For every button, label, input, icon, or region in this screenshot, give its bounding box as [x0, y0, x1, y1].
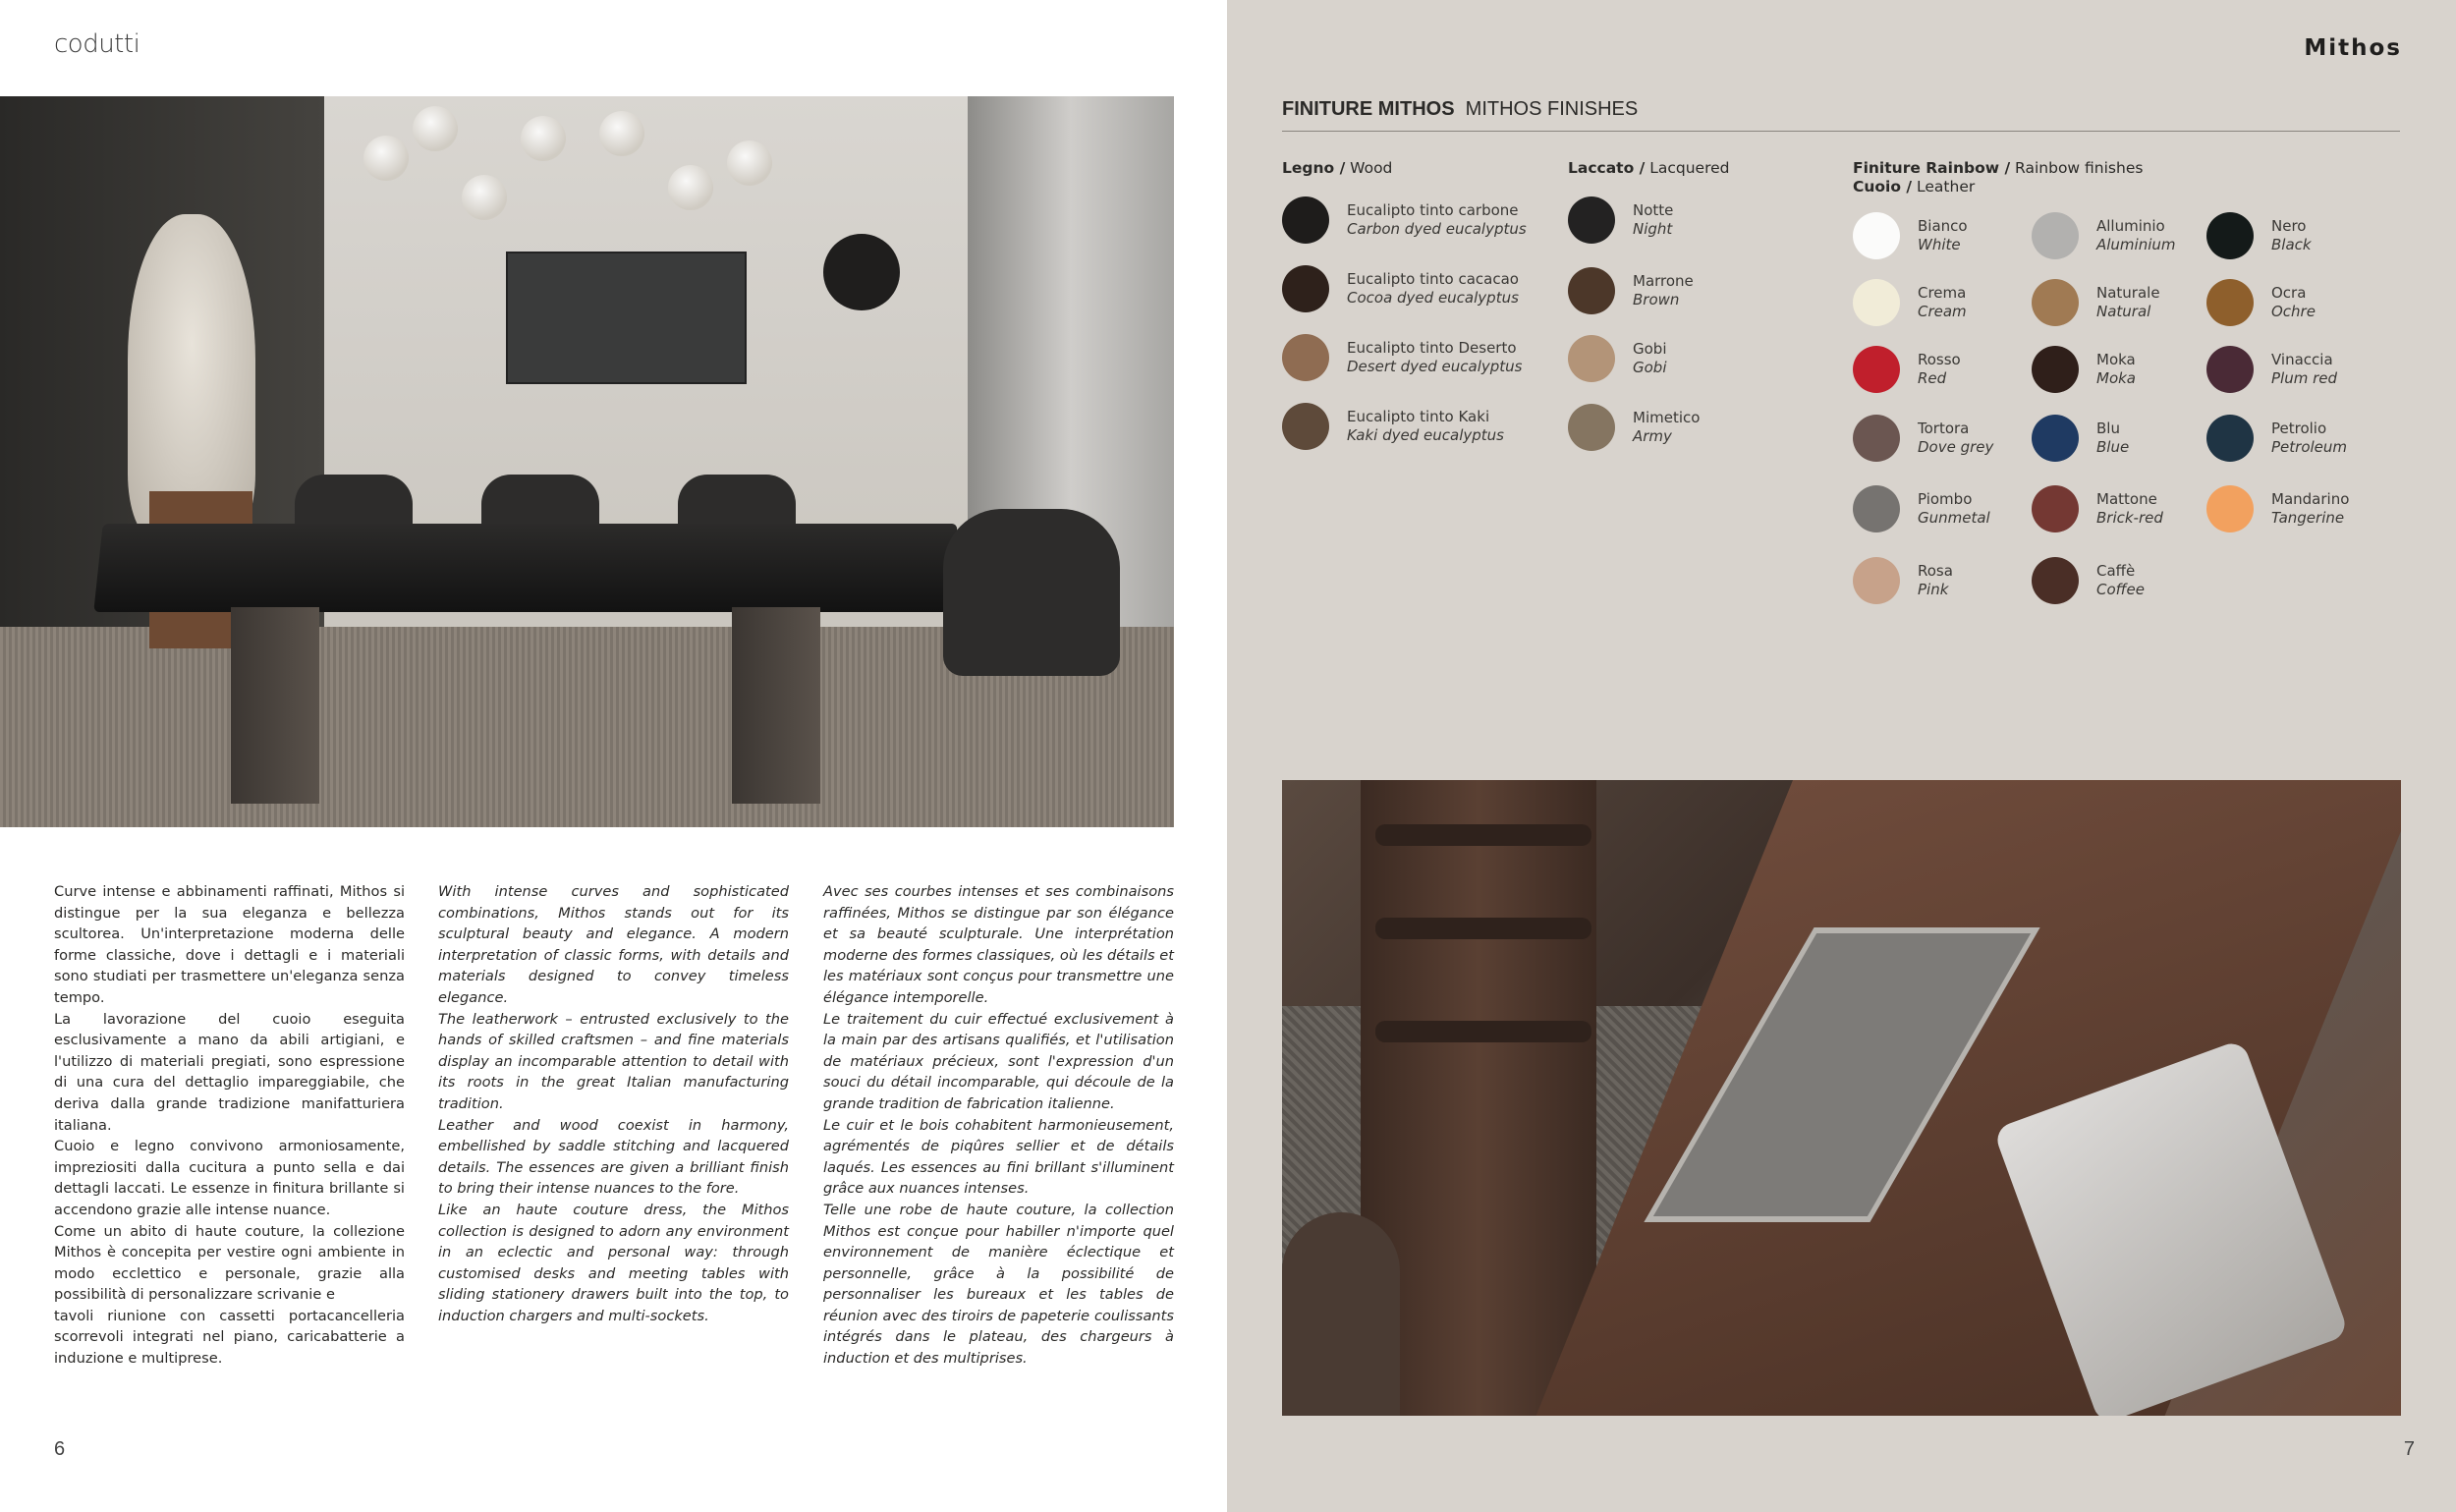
finish-name: Marrone — [1633, 272, 1694, 290]
color-dot — [1568, 335, 1615, 382]
color-dot — [2206, 485, 2254, 532]
color-dot — [1282, 334, 1329, 381]
meeting-room-photo — [0, 96, 1174, 827]
finish-swatch — [2206, 415, 2347, 462]
color-dot — [2032, 346, 2079, 393]
finish-name: Eucalipto tinto carbone — [1347, 201, 1519, 219]
finish-translation: Pink — [1918, 581, 1949, 598]
finish-name: Rosso — [1918, 351, 1961, 368]
leather-category-title: Finiture Rainbow / Rainbow finishes Cuoio / Leather — [1853, 159, 2144, 196]
finish-swatch — [2206, 485, 2349, 532]
right-page — [1227, 0, 2456, 1512]
finish-translation: White — [1918, 236, 1961, 253]
color-dot — [1568, 196, 1615, 244]
finish-name: Eucalipto tinto Deserto — [1347, 339, 1517, 357]
finish-swatch — [1568, 196, 1673, 244]
paragraph: Leather and wood coexist in harmony, embellished by saddle stitching and lacquered details. The essences are given a brilliant finish to bring their intense nuances to the fore. — [438, 1116, 789, 1198]
finish-name: Eucalipto tinto cacacao — [1347, 270, 1519, 288]
collection-title: Mithos — [2304, 35, 2402, 61]
body-text-italian — [54, 881, 405, 1370]
finish-swatch — [1853, 415, 1993, 462]
finish-swatch — [1568, 335, 1667, 382]
finish-name: Ocra — [2271, 284, 2307, 302]
finish-name: Mimetico — [1633, 409, 1701, 426]
finish-swatch — [2032, 485, 2163, 532]
paragraph: Curve intense e abbinamenti raffinati, Mithos si distingue per la sua eleganza e bellezza scultorea. Un'interpretazione moderna delle forme classiche, dove i dettagli e i materiali sono studiati per trasmettere un'eleganza senza tempo. — [54, 883, 405, 1006]
finish-name: Alluminio — [2096, 217, 2165, 235]
finish-swatch — [2032, 346, 2136, 393]
finish-name: Petrolio — [2271, 420, 2327, 437]
finish-translation: Cream — [1918, 303, 1967, 320]
finish-translation: Tangerine — [2271, 509, 2345, 527]
finish-swatch — [1282, 334, 1523, 381]
finish-swatch — [1853, 346, 1961, 393]
paragraph: tavoli riunione con cassetti portacancelleria scorrevoli integrati nel piano, caricabatterie a induzione e multiprese. — [54, 1307, 405, 1368]
finish-translation: Blue — [2096, 438, 2130, 456]
page-number: 6 — [54, 1438, 66, 1460]
desk-detail-photo — [1282, 780, 2401, 1416]
finish-swatch — [2032, 557, 2145, 604]
brand-logo: codutti — [54, 29, 140, 59]
color-dot — [2032, 557, 2079, 604]
finish-name: Piombo — [1918, 490, 1973, 508]
finish-translation: Brick-red — [2096, 509, 2163, 527]
finish-name: Naturale — [2096, 284, 2160, 302]
color-dot — [2206, 346, 2254, 393]
paragraph: Avec ses courbes intenses et ses combinaisons raffinées, Mithos se distingue par son élégance et sa beauté sculpturale. Une interprétation moderne des formes classiques, où les détails et les matériaux sont conçus pour transmettre une élégance intemporelle. — [823, 883, 1174, 1006]
finish-swatch — [1853, 485, 1990, 532]
finish-translation: Desert dyed eucalyptus — [1347, 358, 1523, 375]
finish-name: Gobi — [1633, 340, 1667, 358]
finish-translation: Gobi — [1633, 359, 1667, 376]
finish-translation: Brown — [1633, 291, 1680, 308]
color-dot — [2032, 485, 2079, 532]
wood-category-title: Legno / Wood — [1282, 159, 1393, 177]
finish-swatch — [2206, 212, 2312, 259]
paragraph: Le cuir et le bois cohabitent harmonieusement, agrémentés de piqûres sellier et de détails laqués. Les essences au fini brillant s'illuminent grâce aux nuances intenses. — [823, 1116, 1174, 1198]
color-dot — [1853, 415, 1900, 462]
color-dot — [1853, 279, 1900, 326]
body-text-english — [438, 881, 789, 1326]
finish-translation: Red — [1918, 369, 1947, 387]
paragraph: Cuoio e legno convivono armoniosamente, impreziositi dalla cucitura a punto sella e dai dettagli laccati. Le essenze in finitura brillante si accendono grazie alle intense nuance. — [54, 1138, 405, 1218]
color-dot — [1853, 557, 1900, 604]
finish-translation: Ochre — [2271, 303, 2316, 320]
finish-name: Crema — [1918, 284, 1967, 302]
finish-translation: Plum red — [2271, 369, 2338, 387]
color-dot — [1282, 403, 1329, 450]
finish-translation: Carbon dyed eucalyptus — [1347, 220, 1527, 238]
finish-swatch — [1568, 267, 1694, 314]
finish-name: Moka — [2096, 351, 2136, 368]
finish-swatch — [1853, 557, 1953, 604]
finish-swatch — [1282, 403, 1504, 450]
left-page — [0, 0, 1227, 1512]
paragraph: With intense curves and sophisticated combinations, Mithos stands out for its sculptural beauty and elegance. A modern interpretation of classic forms, with details and materials designed to convey timeless elegance. — [438, 883, 789, 1006]
color-dot — [2032, 415, 2079, 462]
color-dot — [1568, 404, 1615, 451]
finish-swatch — [1282, 196, 1527, 244]
color-dot — [2206, 279, 2254, 326]
page-number: 7 — [2403, 1438, 2415, 1460]
paragraph: Come un abito di haute couture, la collezione Mithos è concepita per vestire ogni ambiente in modo ecclettico e personale, grazie alla possibilità di personalizzare scrivanie e — [54, 1222, 405, 1304]
finish-translation: Dove grey — [1918, 438, 1994, 456]
finish-translation: Natural — [2096, 303, 2151, 320]
finish-name: Notte — [1633, 201, 1674, 219]
divider — [1282, 131, 2400, 132]
lacquered-category-title: Laccato / Lacquered — [1568, 159, 1730, 177]
color-dot — [2206, 212, 2254, 259]
finish-name: Eucalipto tinto Kaki — [1347, 408, 1490, 425]
finish-name: Mandarino — [2271, 490, 2350, 508]
finish-name: Bianco — [1918, 217, 1968, 235]
finish-swatch — [2206, 279, 2316, 326]
color-dot — [2032, 212, 2079, 259]
finishes-heading — [1282, 98, 1638, 121]
finish-name: Tortora — [1918, 420, 1970, 437]
paragraph: Like an haute couture dress, the Mithos collection is designed to adorn any environment in an eclectic and personal way: through customised desks and meeting tables with sliding stationery drawers built into the top, to induction chargers and multi-sockets. — [438, 1201, 789, 1324]
body-text-french — [823, 881, 1174, 1370]
finish-swatch — [2032, 415, 2129, 462]
finish-swatch — [2032, 279, 2160, 326]
finish-name: Caffè — [2096, 562, 2136, 580]
finish-swatch — [1568, 404, 1700, 451]
paragraph: The leatherwork – entrusted exclusively to the hands of skilled craftsmen – and fine materials display an incomparable attention to detail with its roots in the great Italian manufacturing tradition. — [438, 1010, 789, 1112]
color-dot — [1853, 485, 1900, 532]
finish-name: Blu — [2096, 420, 2120, 437]
finish-translation: Aluminium — [2096, 236, 2176, 253]
finish-translation: Gunmetal — [1918, 509, 1990, 527]
finish-translation: Coffee — [2096, 581, 2145, 598]
finish-name: Mattone — [2096, 490, 2157, 508]
finish-swatch — [1282, 265, 1519, 312]
color-dot — [1853, 346, 1900, 393]
finish-translation: Moka — [2096, 369, 2136, 387]
color-dot — [1853, 212, 1900, 259]
finish-translation: Petroleum — [2271, 438, 2348, 456]
finish-swatch — [2032, 212, 2176, 259]
finish-translation: Army — [1633, 427, 1672, 445]
finish-swatch — [2206, 346, 2337, 393]
finish-swatch — [1853, 279, 1967, 326]
finish-name: Rosa — [1918, 562, 1953, 580]
finishes-heading-italian: FINITURE MITHOS — [1282, 98, 1455, 120]
finishes-heading-english: MITHOS FINISHES — [1465, 98, 1639, 120]
color-dot — [1282, 196, 1329, 244]
color-dot — [2032, 279, 2079, 326]
finish-name: Nero — [2271, 217, 2307, 235]
finish-translation: Night — [1633, 220, 1673, 238]
paragraph: Le traitement du cuir effectué exclusivement à la main par des artisans qualifiés, et l'utilisation de matériaux précieux, sont l'expression d'un souci du détail incomparable, qui découle de la grande tradition de fabrication italienne. — [823, 1010, 1174, 1112]
finish-name: Vinaccia — [2271, 351, 2333, 368]
finish-translation: Black — [2271, 236, 2312, 253]
color-dot — [1568, 267, 1615, 314]
finish-translation: Kaki dyed eucalyptus — [1347, 426, 1504, 444]
finish-swatch — [1853, 212, 1968, 259]
paragraph: Telle une robe de haute couture, la collection Mithos est conçue pour habiller n'importe quel environnement de manière éclectique et personnelle, grâce à la possibilité de personnaliser les bureaux et les tables de réunion avec des tiroirs de papeterie coulissants intégrés dans le plateau, des chargeurs à induction et des multiprises. — [823, 1201, 1174, 1368]
color-dot — [2206, 415, 2254, 462]
color-dot — [1282, 265, 1329, 312]
paragraph: La lavorazione del cuoio eseguita esclusivamente a mano da abili artigiani, e l'utilizzo di materiali pregiati, sono espressione di una cura del dettaglio impareggiabile, che deriva dalla grande tradizione manifatturiera italiana. — [54, 1010, 405, 1134]
finish-translation: Cocoa dyed eucalyptus — [1347, 289, 1519, 307]
